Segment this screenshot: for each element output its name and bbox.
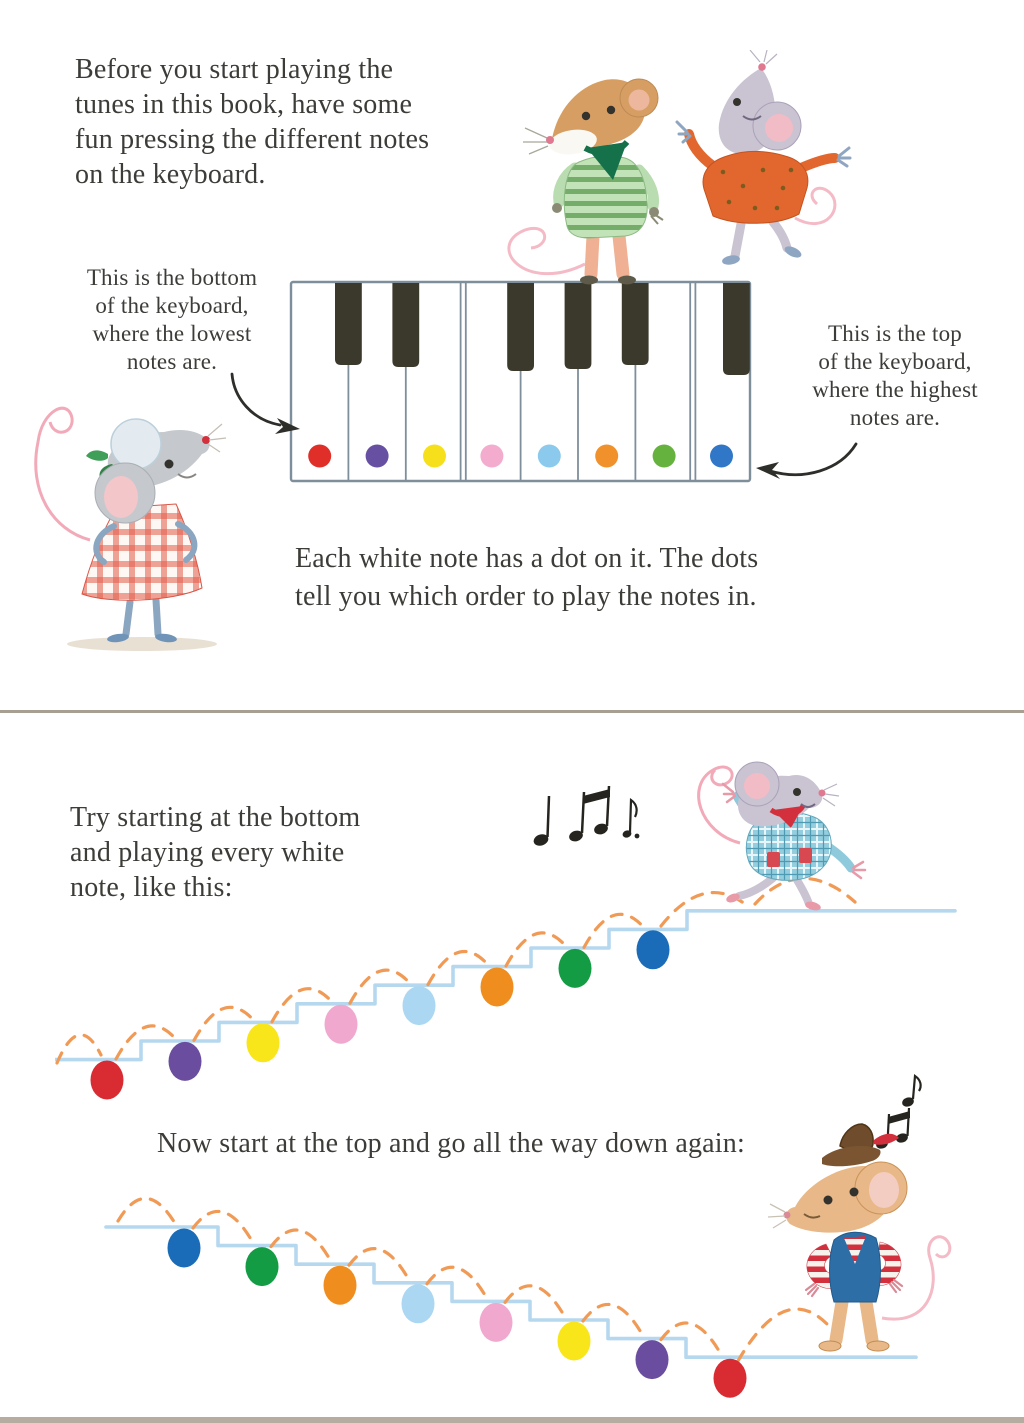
- keyboard-keys: [291, 282, 750, 481]
- mouse-inner-ear: [629, 90, 650, 111]
- stair-note-dot-red: [714, 1359, 747, 1398]
- arrow-to-keyboard-right-icon: [752, 436, 864, 494]
- mouse-nose: [784, 1212, 791, 1219]
- try-line: Try starting at the bottom: [70, 802, 361, 833]
- page-divider: [0, 710, 1024, 713]
- mice-on-keyboard-illustration: [455, 50, 875, 300]
- mouse-whiskers: [823, 784, 839, 806]
- mouse-eye: [607, 106, 615, 114]
- music-notes-icon: [528, 776, 643, 854]
- keyboard-note-dot-purple: [366, 445, 389, 468]
- stair-note-dot-green: [559, 949, 592, 988]
- keyboard-note-dot-blue: [710, 445, 733, 468]
- intro-line: fun pressing the different notes: [75, 124, 430, 155]
- black-key: [392, 283, 419, 367]
- stair-note-dot-light-blue: [403, 986, 436, 1025]
- stair-note-dot-purple: [169, 1042, 202, 1081]
- mouse-hand: [552, 203, 562, 213]
- mouse-orange-polka-dot-shirt: [677, 50, 850, 266]
- label-line: This is the bottom: [86, 265, 258, 290]
- mouse-teal-checked-jacket: [645, 748, 880, 918]
- mouse-foot: [618, 276, 636, 285]
- mouse-leg: [126, 602, 130, 634]
- mouse-nose: [758, 63, 766, 71]
- page-bottom-edge: [0, 1417, 1024, 1423]
- mouse-leg: [797, 880, 809, 904]
- mouse-eye: [582, 112, 590, 120]
- mouse-hand: [853, 862, 865, 878]
- label-line: of the keyboard,: [818, 349, 972, 374]
- intro-line: tunes in this book, have some: [75, 89, 413, 120]
- mouse-dress: [82, 504, 202, 600]
- mouse-tail: [36, 408, 90, 540]
- mouse-hand: [677, 122, 690, 142]
- try-line: note, like this:: [70, 872, 233, 903]
- intro-line: Before you start playing the: [75, 54, 394, 85]
- hat-feather: [874, 1134, 899, 1145]
- mouse-eye: [824, 1196, 833, 1205]
- mouse-arm: [801, 158, 835, 168]
- stair-note-dot-green: [246, 1247, 279, 1286]
- mouse-hand: [806, 1284, 818, 1296]
- stair-note-dot-purple: [636, 1340, 669, 1379]
- mouse-foot: [819, 1341, 841, 1351]
- keyboard-note-dot-orange: [595, 445, 618, 468]
- mouse-eye: [793, 788, 801, 796]
- mouse-eye: [850, 1188, 859, 1197]
- mouse-tail: [699, 767, 740, 843]
- mouse-hand: [723, 784, 735, 802]
- mouse-whiskers: [208, 424, 226, 452]
- label-line: of the keyboard,: [95, 293, 249, 318]
- stair-note-dot-red: [91, 1061, 124, 1100]
- mouse-pom-hat: [111, 419, 161, 469]
- mouse-hat-and-blue-vest: [766, 1118, 981, 1368]
- jacket-pocket: [767, 852, 780, 867]
- keyboard-note-dot-pink: [480, 445, 503, 468]
- mouse-shadow: [67, 637, 217, 651]
- mouse-whiskers: [523, 128, 548, 154]
- mouse-nose: [819, 790, 826, 797]
- stair-note-dot-orange: [481, 968, 514, 1007]
- stair-note-dot-blue: [168, 1229, 201, 1268]
- mouse-inner-ear: [765, 114, 793, 142]
- mouse-eye: [165, 460, 174, 469]
- mouse-arm: [689, 134, 713, 166]
- stair-note-dot-yellow: [558, 1322, 591, 1361]
- label-line: notes are.: [849, 405, 941, 430]
- keyboard-note-dot-yellow: [423, 445, 446, 468]
- mouse-leg: [866, 1302, 872, 1340]
- caption-line: Each white note has a dot on it. The dots: [295, 543, 759, 574]
- mouse-leg: [591, 236, 593, 274]
- mouse-whiskers: [768, 1204, 786, 1228]
- stair-note-dot-pink: [325, 1005, 358, 1044]
- mouse-leg: [156, 600, 158, 634]
- stair-note-dot-blue: [637, 930, 670, 969]
- caption-line: tell you which order to play the notes in.: [295, 581, 757, 612]
- mouse-inner-ear: [744, 773, 770, 799]
- keyboard-note-dot-red: [308, 445, 331, 468]
- label-bottom-of-keyboard: [52, 264, 292, 376]
- mouse-shirt: [703, 152, 808, 224]
- label-line: where the highest: [812, 377, 978, 402]
- mouse-foot: [867, 1341, 889, 1351]
- mouse-hand: [838, 148, 850, 166]
- mouse-green-striped-sweater: [509, 79, 663, 285]
- mouse-leg: [619, 236, 623, 274]
- keyboard-note-dot-green: [653, 445, 676, 468]
- mouse-smile: [178, 474, 196, 478]
- intro-line: on the keyboard.: [75, 159, 266, 190]
- mouse-nose: [202, 436, 210, 444]
- label-top-of-keyboard: [775, 320, 1015, 432]
- label-line: This is the top: [828, 321, 962, 346]
- mouse-inner-ear: [104, 476, 138, 518]
- mouse-leg: [773, 222, 787, 248]
- mouse-red-gingham-dress: [12, 380, 247, 670]
- now-text: Now start at the top and go all the way down again:: [157, 1128, 745, 1159]
- stair-note-dot-orange: [324, 1266, 357, 1305]
- mouse-leg: [739, 878, 773, 896]
- stair-note-dot-yellow: [247, 1023, 280, 1062]
- caption-text: [295, 540, 895, 616]
- mouse-eye: [733, 98, 741, 106]
- mouse-leg: [836, 1302, 842, 1340]
- mouse-inner-ear: [869, 1172, 899, 1208]
- label-line: notes are.: [126, 349, 218, 374]
- mouse-whiskers: [750, 50, 777, 64]
- mouse-foot: [580, 276, 598, 285]
- stair-note-dot-light-blue: [402, 1284, 435, 1323]
- try-line: and playing every white: [70, 837, 345, 868]
- label-line: where the lowest: [92, 321, 252, 346]
- mouse-leg: [735, 224, 741, 256]
- jacket-pocket: [799, 848, 812, 863]
- bounce-arc: [118, 1198, 176, 1225]
- black-key: [335, 283, 362, 365]
- mouse-nose: [546, 136, 554, 144]
- keyboard-illustration: [288, 274, 758, 489]
- mouse-hand: [890, 1280, 902, 1292]
- keyboard-note-dot-light-blue: [538, 445, 561, 468]
- stair-note-dot-pink: [480, 1303, 513, 1342]
- hat-leaf: [86, 450, 108, 460]
